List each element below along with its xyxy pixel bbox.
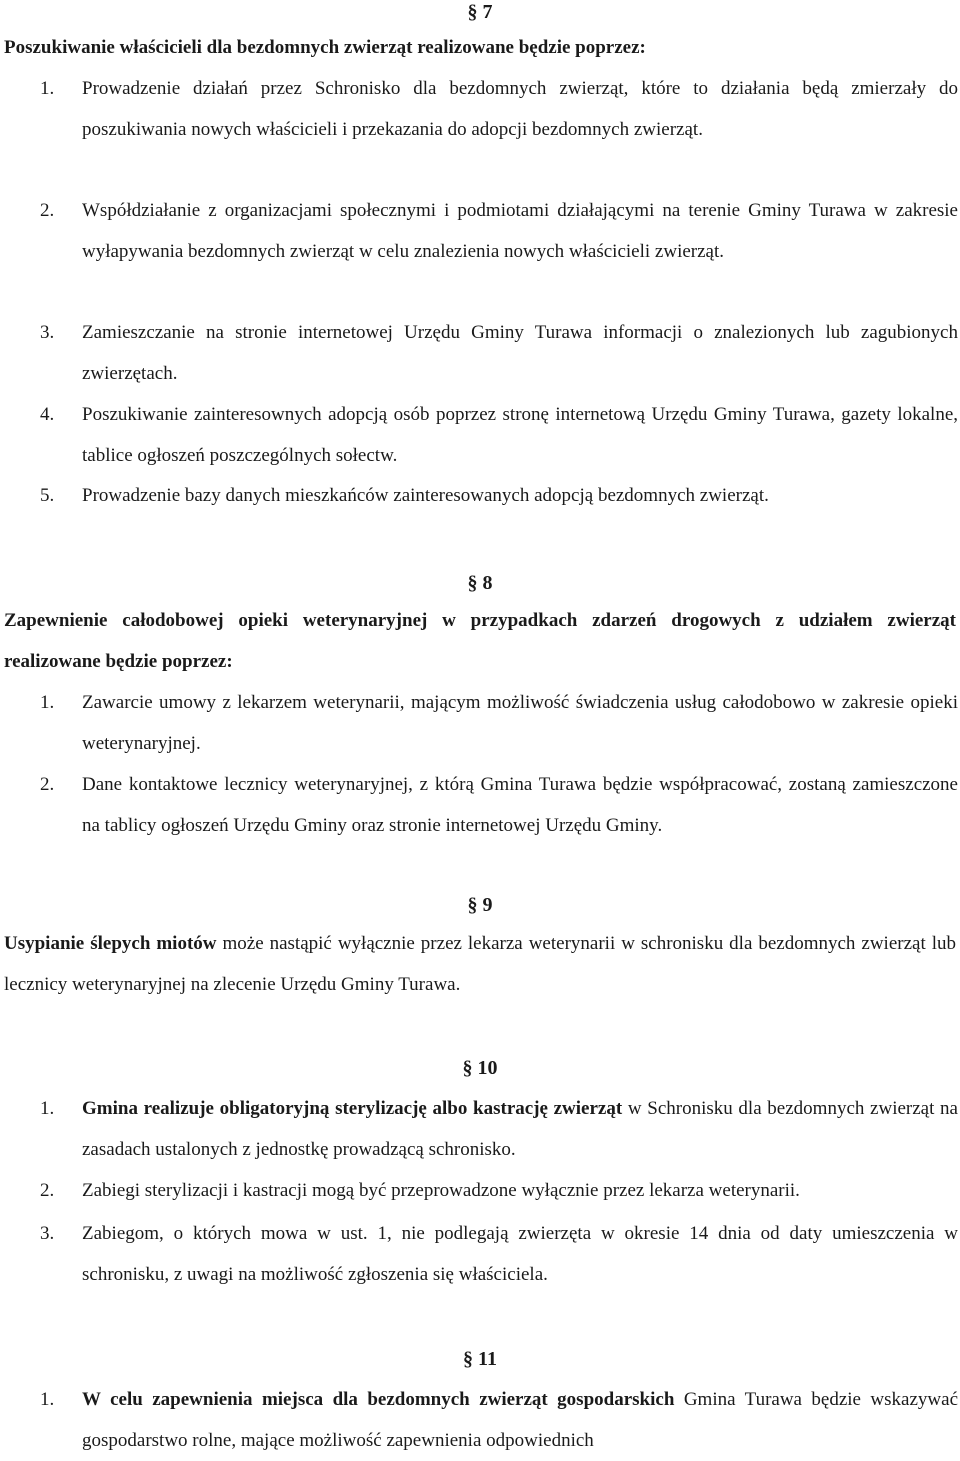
section-9-paragraph [4, 924, 956, 1005]
item-text: Poszukiwanie zainteresownych adopcją osób poprzez stronę internetową Urzędu Gminy Turawa, gazety lokalne, tablice ogłoszeń poszczególnych sołectw. [82, 404, 958, 466]
item-text: Współdziałanie z organizacjami społecznymi i podmiotami działającymi na terenie Gminy Turawa w zakresie wyłapywania bezdomnych zwierząt w celu znalezienia nowych właścicieli zwierząt. [82, 200, 958, 262]
item-text [82, 1171, 958, 1212]
section-8-heading: § 8 [467, 572, 493, 594]
section-9-bold-lead: Usypianie ślepych miotów [4, 933, 217, 954]
item-text: Zamieszczanie na stronie internetowej Urzędu Gminy Turawa informacji o znalezionych lub zagubionych zwierzętach. [82, 322, 958, 384]
item-number: 5. [40, 485, 55, 506]
section-11-heading: § 11 [463, 1348, 497, 1370]
item-plain-text: w Schronisku dla bezdomnych zwierząt na zasadach ustalonych z jednostkę prowadzącą schronisko. [82, 1098, 958, 1160]
item-number: 1. [40, 78, 55, 99]
section-9-heading: § 9 [467, 894, 493, 916]
section-8-intro: Zapewnienie całodobowej opieki weterynaryjnej w przypadkach zdarzeń drogowych z udziałem zwierząt realizowane będzie poprzez: [4, 610, 956, 672]
item-bold-text: W celu zapewnienia miejsca dla bezdomnych zwierząt gospodarskich [82, 1389, 675, 1410]
item-number: 1. [40, 1389, 55, 1410]
item-text [82, 1089, 958, 1170]
item-number: 4. [40, 404, 55, 425]
section-7-heading: § 7 [467, 1, 493, 23]
item-text [82, 1214, 958, 1295]
item-text: Zawarcie umowy z lekarzem weterynarii, mającym możliwość świadczenia usług całodobowo w zakresie opieki weterynaryjnej. [82, 692, 958, 754]
section-7-intro: Poszukiwanie właścicieli dla bezdomnych zwierząt realizowane będzie poprzez: [4, 37, 646, 58]
item-number: 2. [40, 1180, 55, 1201]
section-9-text: może nastąpić wyłącznie przez lekarza weterynarii w schronisku dla bezdomnych zwierząt lub lecznicy weterynaryjnej na zlecenie Urzędu Gminy Turawa. [4, 933, 956, 995]
item-number: 3. [40, 1223, 55, 1244]
item-plain-text: Zabiegom, o których mowa w ust. 1, nie podlegają zwierzęta w okresie 14 dnia od daty umieszczenia w schronisku, z uwagi na możliwość zgłoszenia się właściciela. [82, 1223, 958, 1285]
item-number: 2. [40, 200, 55, 221]
item-number: 1. [40, 692, 55, 713]
item-text [82, 1380, 958, 1461]
item-text: Dane kontaktowe lecznicy weterynaryjnej, z którą Gmina Turawa będzie współpracować, zostaną zamieszczone na tablicy ogłoszeń Urzędu Gminy oraz stronie internetowej Urzędu Gminy. [82, 774, 958, 836]
item-number: 3. [40, 322, 55, 343]
item-number: 2. [40, 774, 55, 795]
section-10-heading: § 10 [462, 1057, 498, 1079]
item-plain-text: Zabiegi sterylizacji i kastracji mogą być przeprowadzone wyłącznie przez lekarza weterynarii. [82, 1180, 800, 1201]
item-bold-text: Gmina realizuje obligatoryjną sterylizację albo kastrację zwierząt [82, 1098, 623, 1119]
item-text: Prowadzenie działań przez Schronisko dla bezdomnych zwierząt, które to działania będą zmierzały do poszukiwania nowych właścicieli i przekazania do adopcji bezdomnych zwierząt. [82, 78, 958, 140]
item-plain-text: Gmina Turawa będzie wskazywać gospodarstwo rolne, mające możliwość zapewnienia odpowiednich [82, 1389, 958, 1451]
item-text: Prowadzenie bazy danych mieszkańców zainteresowanych adopcją bezdomnych zwierząt. [82, 485, 769, 506]
item-number: 1. [40, 1098, 55, 1119]
